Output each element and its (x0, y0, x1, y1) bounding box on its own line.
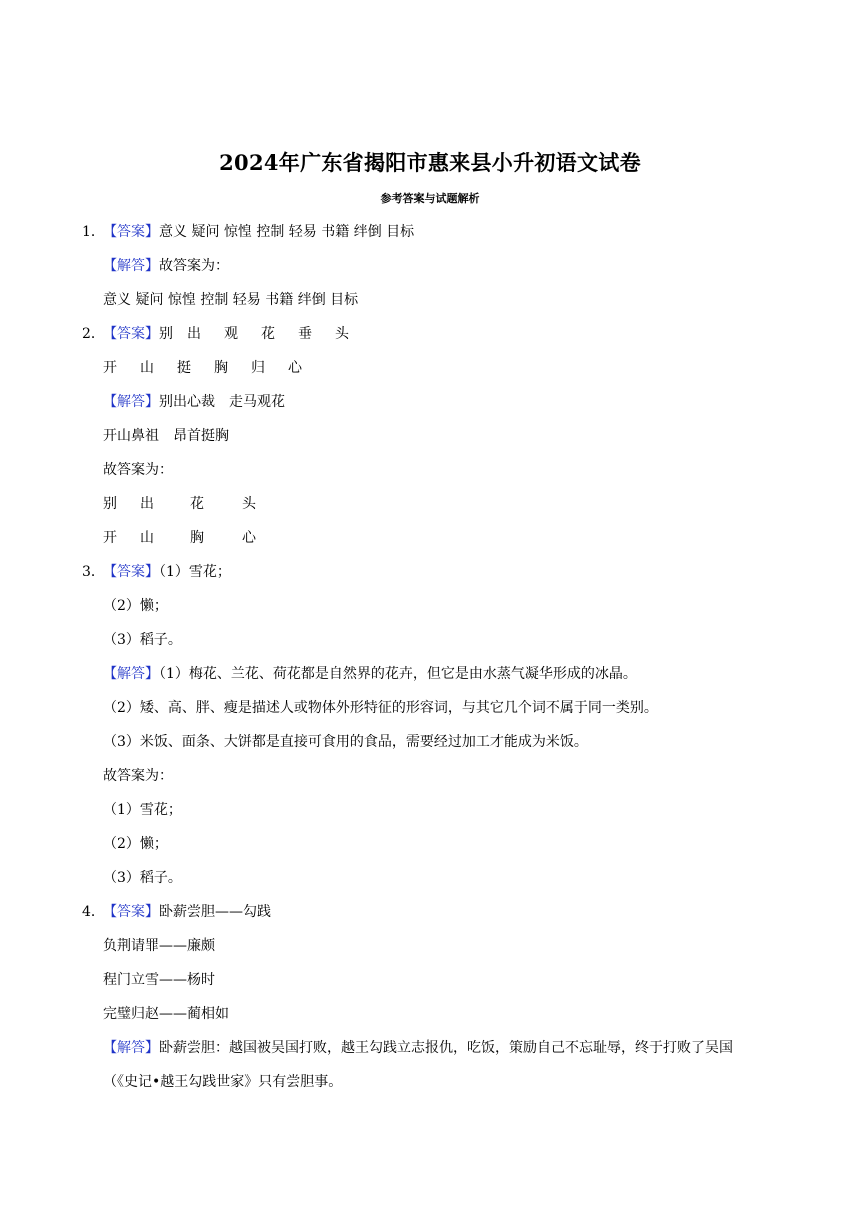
text-line: （2）懒； (103, 598, 168, 614)
char: 胸 (214, 360, 228, 376)
char: 头 (335, 326, 349, 342)
answer-line (103, 222, 414, 242)
text-line: （3）米饭、面条、大饼都是直接可食用的食品，需要经过加工才能成为米饭。 (103, 734, 588, 750)
question-number: 1． (82, 224, 105, 240)
char: 归 (251, 360, 265, 376)
char: 心 (288, 360, 302, 376)
answer-line (103, 562, 231, 582)
analysis-tag: 【解答】 (103, 1040, 159, 1056)
char: 花 (190, 496, 204, 512)
text-line: 意义 疑问 惊惶 控制 轻易 书籍 绊倒 目标 (103, 292, 359, 308)
text-line: （3）稻子。 (103, 870, 182, 886)
text-line: （3）稻子。 (103, 632, 182, 648)
answer-text: （1）雪花； (159, 564, 231, 580)
answer-line (103, 902, 271, 922)
page-subtitle: 参考答案与试题解析 (380, 192, 480, 205)
analysis-text: 别出心裁 走马观花 (159, 394, 285, 410)
analysis-text: 故答案为： (159, 258, 229, 274)
text-line: 负荆请罪——廉颇 (103, 938, 215, 954)
char: 开 (103, 360, 117, 376)
char: 出 (140, 496, 154, 512)
char: 观 (224, 326, 238, 342)
text-line (103, 494, 279, 514)
text-line: （1）雪花； (103, 802, 182, 818)
char: 别 (159, 326, 173, 342)
analysis-tag: 【解答】 (103, 666, 159, 682)
text-line (103, 358, 325, 378)
analysis-text: 卧薪尝胆：越国被吴国打败，越王勾践立志报仇，吃饭，策励自己不忘耻辱，终于打败了吴国 (159, 1040, 733, 1056)
question-number: 2． (82, 326, 105, 342)
answer-tag: 【答案】 (103, 564, 159, 580)
char: 山 (140, 530, 154, 546)
analysis-line (103, 392, 285, 412)
answer-tag: 【答案】 (103, 904, 159, 920)
question-number: 3． (82, 564, 105, 580)
answer-chars (159, 326, 372, 342)
text-line: 完璧归赵——蔺相如 (103, 1006, 229, 1022)
question-number: 4． (82, 904, 105, 920)
char: 胸 (190, 530, 204, 546)
analysis-tag: 【解答】 (103, 258, 159, 274)
answer-text: 意义 疑问 惊惶 控制 轻易 书籍 绊倒 目标 (159, 224, 415, 240)
char: 挺 (177, 360, 191, 376)
text-line (103, 528, 279, 548)
analysis-line (103, 664, 637, 684)
char: 开 (103, 530, 117, 546)
text-line: 程门立雪——杨时 (103, 972, 215, 988)
answer-text: 卧薪尝胆——勾践 (159, 904, 271, 920)
text-line: 开山鼻祖 昂首挺胸 (103, 428, 229, 444)
text-line: （2）矮、高、胖、瘦是描述人或物体外形特征的形容词，与其它几个词不属于同一类别。 (103, 700, 658, 716)
answer-tag: 【答案】 (103, 326, 159, 342)
char: 山 (140, 360, 154, 376)
analysis-text: （1）梅花、兰花、荷花都是自然界的花卉，但它是由水蒸气凝华形成的冰晶。 (159, 666, 637, 682)
char: 出 (187, 326, 201, 342)
page-title: 2024年广东省揭阳市惠来县小升初语文试卷 (219, 150, 641, 175)
char: 别 (103, 496, 117, 512)
char: 头 (242, 496, 256, 512)
text-line: （《史记•越王勾践世家》只有尝胆事。 (103, 1074, 343, 1090)
char: 垂 (298, 326, 312, 342)
text-line: 故答案为： (103, 768, 173, 784)
analysis-line (103, 256, 229, 276)
analysis-line (103, 1038, 733, 1058)
char: 花 (261, 326, 275, 342)
text-line: （2）懒； (103, 836, 168, 852)
char: 心 (242, 530, 256, 546)
answer-tag: 【答案】 (103, 224, 159, 240)
text-line: 故答案为： (103, 462, 173, 478)
answer-line (103, 324, 372, 344)
analysis-tag: 【解答】 (103, 394, 159, 410)
